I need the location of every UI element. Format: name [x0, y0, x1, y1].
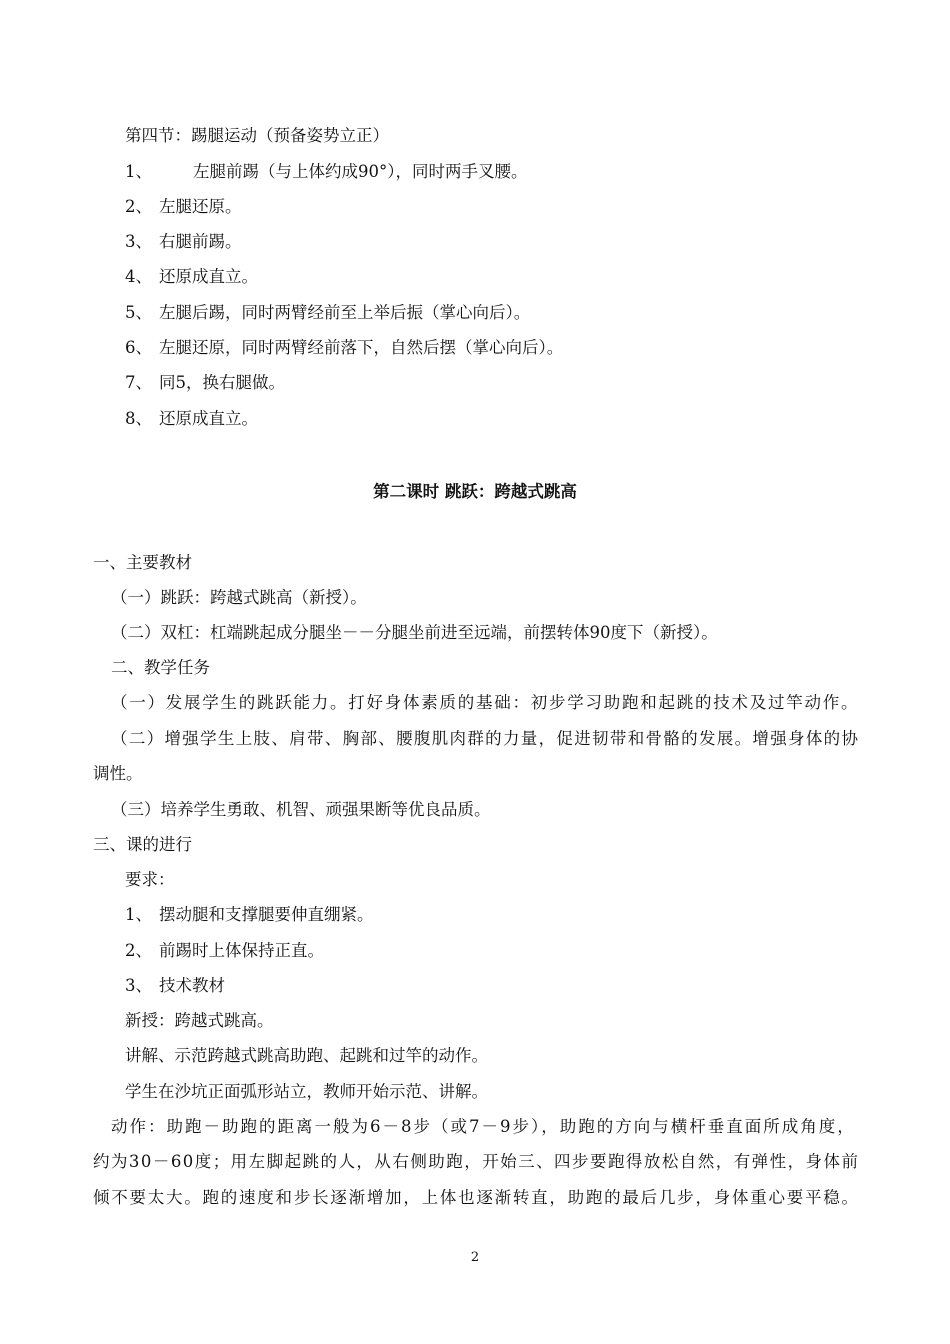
part-heading: 三、课的进行 — [93, 835, 192, 854]
paragraph: 倾不要太大。跑的速度和步长逐渐增加，上体也逐渐转直，助跑的最后几步，身体重心要平稳。 — [93, 1188, 860, 1207]
lesson-title: 第二课时 跳跃：跨越式跳高 — [373, 482, 577, 501]
list-item — [125, 408, 258, 430]
list-item-number: 3、 — [125, 232, 152, 251]
list-item-number: 3、 — [125, 976, 152, 995]
list-item-number: 1、 — [125, 905, 152, 924]
list-item — [125, 266, 258, 288]
list-item — [125, 904, 374, 926]
list-item-text: 技术教材 — [159, 976, 225, 995]
list-item-number: 2、 — [125, 941, 152, 960]
section-heading: 第四节：踢腿运动（预备姿势立正） — [125, 126, 389, 145]
list-item — [125, 231, 242, 253]
paragraph: （一）发展学生的跳跃能力。打好身体素质的基础：初步学习助跑和起跳的技术及过竿动作。 — [111, 693, 860, 712]
list-item — [125, 940, 324, 962]
list-item-number: 4、 — [125, 267, 152, 286]
paragraph: 动作：助跑－助跑的距离一般为6－8步（或7－9步），助跑的方向与横杆垂直面所成角度， — [111, 1117, 856, 1136]
list-item-number: 7、 — [125, 373, 152, 392]
list-item-text: 摆动腿和支撑腿要伸直绷紧。 — [159, 905, 374, 924]
paragraph: （二）增强学生上肢、肩带、胸部、腰腹肌肉群的力量，促进韧带和骨骼的发展。增强身体的协 — [111, 729, 860, 748]
paragraph: （一）跳跃：跨越式跳高（新授）。 — [111, 588, 367, 607]
list-item-number: 6、 — [125, 338, 152, 357]
list-item — [125, 302, 530, 324]
list-item — [125, 975, 225, 997]
list-item — [125, 161, 528, 183]
part-heading: 一、主要教材 — [93, 553, 192, 572]
list-item-text: 右腿前踢。 — [159, 232, 242, 251]
paragraph: （二）双杠：杠端跳起成分腿坐－－分腿坐前进至远端，前摆转体90度下（新授）。 — [111, 623, 718, 642]
list-item-number: 8、 — [125, 409, 152, 428]
list-item — [125, 372, 285, 394]
list-item-text: 左腿后踢，同时两臂经前至上举后振（掌心向后）。 — [159, 303, 531, 322]
paragraph: 讲解、示范跨越式跳高助跑、起跳和过竿的动作。 — [125, 1046, 488, 1065]
paragraph: 调性。 — [93, 764, 143, 783]
list-item-text: 左腿还原，同时两臂经前落下，自然后摆（掌心向后）。 — [159, 338, 564, 357]
list-item — [125, 196, 242, 218]
paragraph: 约为30－60度；用左脚起跳的人，从右侧助跑，开始三、四步要跑得放松自然，有弹性，身体前 — [93, 1152, 860, 1171]
page-number: 2 — [470, 1250, 480, 1265]
paragraph: 新授：跨越式跳高。 — [125, 1011, 274, 1030]
list-item-text: 还原成直立。 — [159, 409, 258, 428]
part-heading: 二、教学任务 — [111, 658, 210, 677]
list-item-number: 1、 — [125, 162, 152, 181]
paragraph: 学生在沙坑正面弧形站立，教师开始示范、讲解。 — [125, 1082, 488, 1101]
list-item-text: 左腿还原。 — [159, 197, 242, 216]
list-item-number: 2、 — [125, 197, 152, 216]
requirements-label: 要求： — [125, 870, 175, 889]
list-item-text: 同5，换右腿做。 — [159, 373, 285, 392]
paragraph: （三）培养学生勇敢、机智、顽强果断等优良品质。 — [111, 800, 491, 819]
list-item-text: 还原成直立。 — [159, 267, 258, 286]
list-item-text: 前踢时上体保持正直。 — [159, 941, 324, 960]
list-item-text: 左腿前踢（与上体约成90°），同时两手叉腰。 — [193, 162, 528, 181]
list-item — [125, 337, 563, 359]
list-item-number: 5、 — [125, 303, 152, 322]
